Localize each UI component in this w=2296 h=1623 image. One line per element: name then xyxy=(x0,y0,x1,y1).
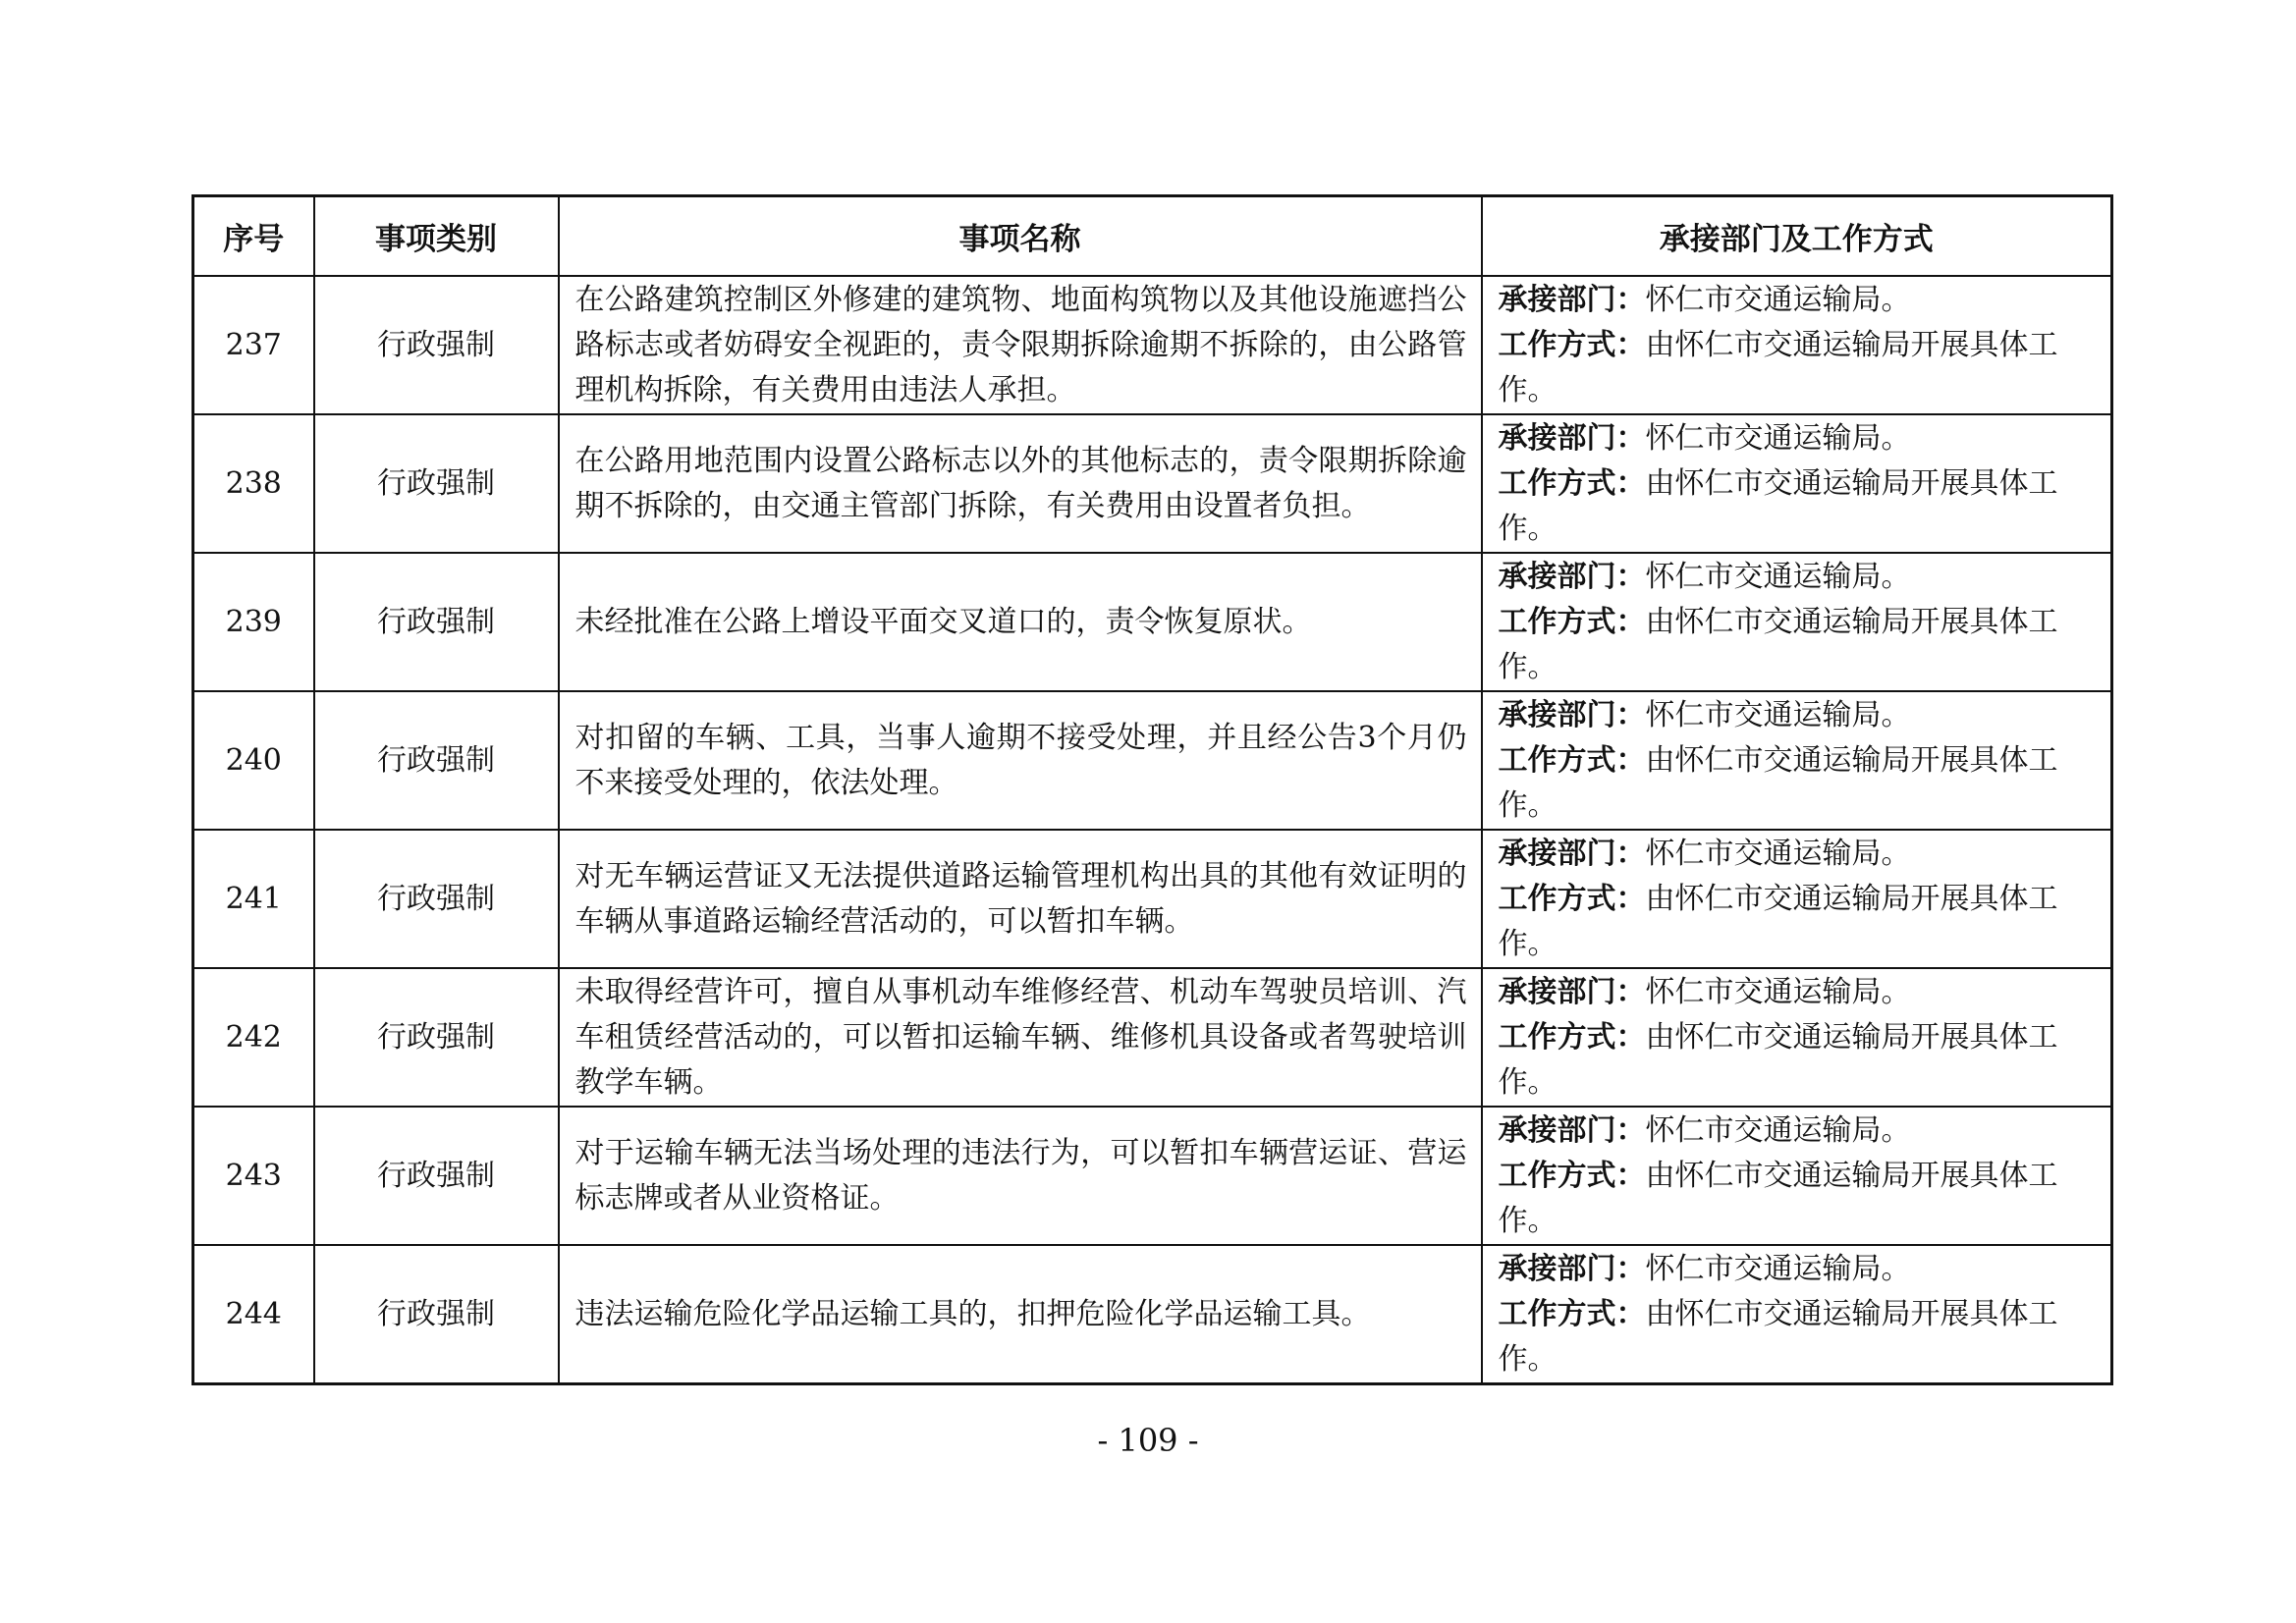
department-label: 承接部门： xyxy=(1498,420,1646,456)
method-value: 由怀仁市交通运输局开展具体工作。 xyxy=(1498,465,2058,546)
department-value: 怀仁市交通运输局。 xyxy=(1645,836,1911,871)
method-label: 工作方式： xyxy=(1498,465,1646,501)
table-row xyxy=(193,276,2112,414)
row-serial-number: 237 xyxy=(193,276,314,414)
matters-table xyxy=(191,194,2113,1385)
row-matter-name: 违法运输危险化学品运输工具的，扣押危险化学品运输工具。 xyxy=(559,1245,1482,1384)
method-label: 工作方式： xyxy=(1498,742,1646,778)
page-number: - 109 - xyxy=(1097,1422,1199,1459)
department-value: 怀仁市交通运输局。 xyxy=(1645,697,1911,732)
method-value: 由怀仁市交通运输局开展具体工作。 xyxy=(1498,1158,2058,1238)
row-matter-name: 对无车辆运营证又无法提供道路运输管理机构出具的其他有效证明的车辆从事道路运输经营活动的，可以暂扣车辆。 xyxy=(559,830,1482,968)
department-label: 承接部门： xyxy=(1498,836,1646,871)
method-label: 工作方式： xyxy=(1498,1019,1646,1055)
method-value: 由怀仁市交通运输局开展具体工作。 xyxy=(1498,1296,2058,1377)
row-category: 行政强制 xyxy=(314,1245,559,1384)
row-serial-number: 243 xyxy=(193,1107,314,1245)
method-value: 由怀仁市交通运输局开展具体工作。 xyxy=(1498,881,2058,961)
row-category: 行政强制 xyxy=(314,1107,559,1245)
row-department-cell xyxy=(1482,830,2112,968)
row-serial-number: 244 xyxy=(193,1245,314,1384)
method-value: 由怀仁市交通运输局开展具体工作。 xyxy=(1498,742,2058,823)
row-category: 行政强制 xyxy=(314,691,559,830)
table-row xyxy=(193,414,2112,553)
row-department-cell xyxy=(1482,276,2112,414)
header-matter-name: 事项名称 xyxy=(559,196,1482,277)
method-label: 工作方式： xyxy=(1498,327,1646,362)
row-department-cell xyxy=(1482,968,2112,1107)
row-department-cell xyxy=(1482,1107,2112,1245)
department-label: 承接部门： xyxy=(1498,559,1646,594)
department-label: 承接部门： xyxy=(1498,1112,1646,1148)
method-label: 工作方式： xyxy=(1498,1158,1646,1193)
table-row xyxy=(193,968,2112,1107)
department-label: 承接部门： xyxy=(1498,1251,1646,1286)
method-label: 工作方式： xyxy=(1498,881,1646,916)
table-row xyxy=(193,1107,2112,1245)
method-value: 由怀仁市交通运输局开展具体工作。 xyxy=(1498,1019,2058,1100)
department-value: 怀仁市交通运输局。 xyxy=(1645,974,1911,1009)
method-label: 工作方式： xyxy=(1498,1296,1646,1331)
method-value: 由怀仁市交通运输局开展具体工作。 xyxy=(1498,604,2058,684)
row-serial-number: 239 xyxy=(193,553,314,691)
header-serial-number: 序号 xyxy=(193,196,314,277)
table-header-row xyxy=(193,196,2112,277)
row-matter-name: 对于运输车辆无法当场处理的违法行为，可以暂扣车辆营运证、营运标志牌或者从业资格证。 xyxy=(559,1107,1482,1245)
department-value: 怀仁市交通运输局。 xyxy=(1645,282,1911,317)
row-category: 行政强制 xyxy=(314,553,559,691)
table-row xyxy=(193,691,2112,830)
department-value: 怀仁市交通运输局。 xyxy=(1645,1112,1911,1148)
department-value: 怀仁市交通运输局。 xyxy=(1645,559,1911,594)
row-matter-name: 对扣留的车辆、工具，当事人逾期不接受处理，并且经公告3个月仍不来接受处理的，依法处理。 xyxy=(559,691,1482,830)
table-row xyxy=(193,830,2112,968)
row-department-cell xyxy=(1482,553,2112,691)
department-value: 怀仁市交通运输局。 xyxy=(1645,1251,1911,1286)
department-value: 怀仁市交通运输局。 xyxy=(1645,420,1911,456)
department-label: 承接部门： xyxy=(1498,282,1646,317)
header-matter-category: 事项类别 xyxy=(314,196,559,277)
table-row xyxy=(193,1245,2112,1384)
row-matter-name: 未经批准在公路上增设平面交叉道口的，责令恢复原状。 xyxy=(559,553,1482,691)
row-serial-number: 238 xyxy=(193,414,314,553)
row-category: 行政强制 xyxy=(314,276,559,414)
method-label: 工作方式： xyxy=(1498,604,1646,639)
row-serial-number: 240 xyxy=(193,691,314,830)
row-category: 行政强制 xyxy=(314,830,559,968)
row-department-cell xyxy=(1482,1245,2112,1384)
row-matter-name: 在公路用地范围内设置公路标志以外的其他标志的，责令限期拆除逾期不拆除的，由交通主管部门拆除，有关费用由设置者负担。 xyxy=(559,414,1482,553)
row-serial-number: 241 xyxy=(193,830,314,968)
table-row xyxy=(193,553,2112,691)
row-category: 行政强制 xyxy=(314,968,559,1107)
row-department-cell xyxy=(1482,414,2112,553)
row-category: 行政强制 xyxy=(314,414,559,553)
method-value: 由怀仁市交通运输局开展具体工作。 xyxy=(1498,327,2058,407)
row-matter-name: 未取得经营许可，擅自从事机动车维修经营、机动车驾驶员培训、汽车租赁经营活动的，可以暂扣运输车辆、维修机具设备或者驾驶培训教学车辆。 xyxy=(559,968,1482,1107)
row-serial-number: 242 xyxy=(193,968,314,1107)
row-matter-name: 在公路建筑控制区外修建的建筑物、地面构筑物以及其他设施遮挡公路标志或者妨碍安全视距的，责令限期拆除逾期不拆除的，由公路管理机构拆除，有关费用由违法人承担。 xyxy=(559,276,1482,414)
department-label: 承接部门： xyxy=(1498,697,1646,732)
header-department-and-method: 承接部门及工作方式 xyxy=(1482,196,2112,277)
department-label: 承接部门： xyxy=(1498,974,1646,1009)
row-department-cell xyxy=(1482,691,2112,830)
